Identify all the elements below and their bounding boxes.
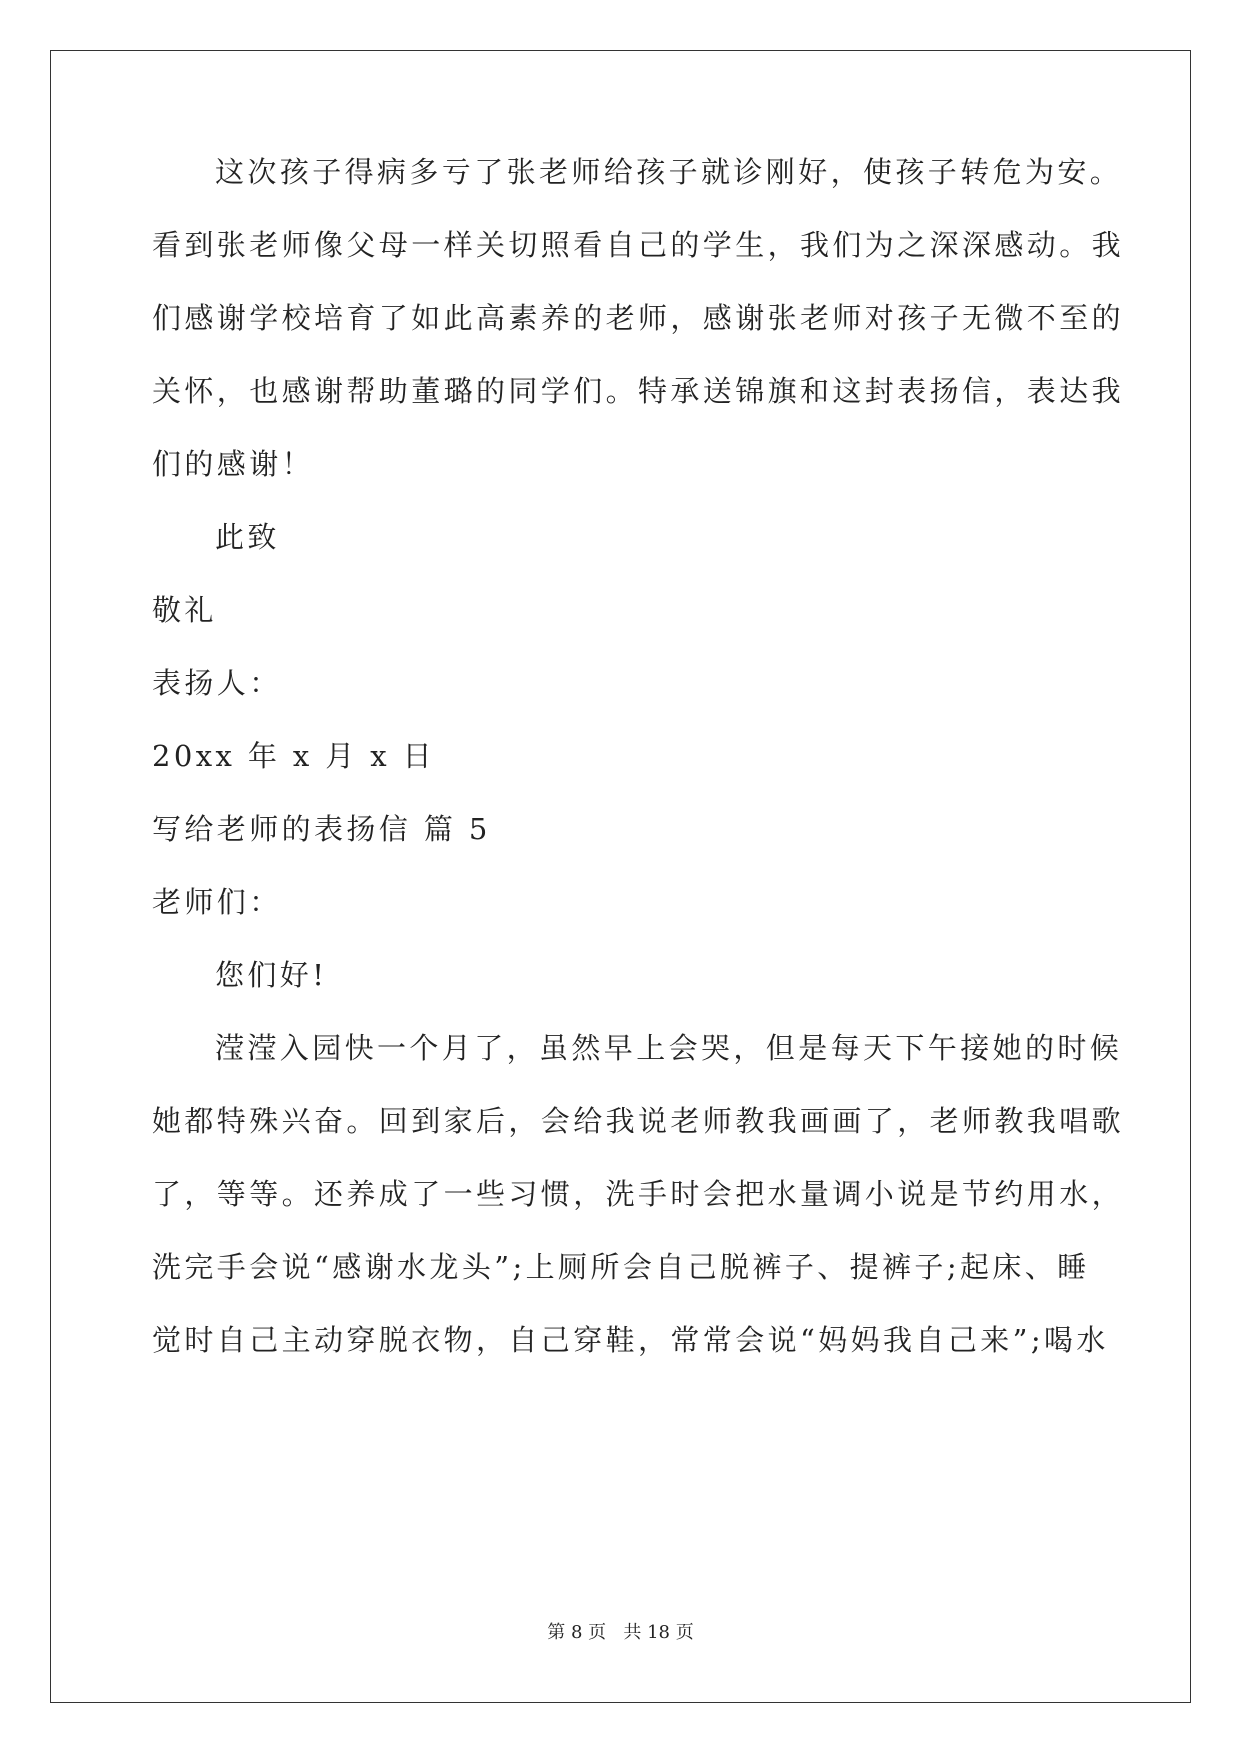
salutation-line: 此致 [215, 520, 280, 554]
greeting-line: 您们好! [215, 958, 328, 992]
paragraph-line: 看到张老师像父母一样关切照看自己的学生，我们为之深深感动。我 [152, 228, 1125, 262]
greeting-line: 老师们： [152, 885, 282, 919]
section-title: 写给老师的表扬信 篇 5 [152, 812, 491, 846]
paragraph-line: 她都特殊兴奋。回到家后，会给我说老师教我画画了，老师教我唱歌 [152, 1104, 1125, 1138]
paragraph-line: 们感谢学校培育了如此高素养的老师，感谢张老师对孩子无微不至的 [152, 301, 1125, 335]
paragraph-line: 们的感谢！ [152, 447, 315, 481]
signature-label: 表扬人： [152, 666, 282, 700]
paragraph-line: 这次孩子得病多亏了张老师给孩子就诊刚好，使孩子转危为安。 [215, 155, 1123, 189]
salutation-line: 敬礼 [152, 593, 217, 627]
paragraph-line: 了，等等。还养成了一些习惯，洗手时会把水量调小说是节约用水， [152, 1177, 1125, 1211]
paragraph-line: 滢滢入园快一个月了，虽然早上会哭，但是每天下午接她的时候 [215, 1031, 1123, 1065]
paragraph-line: 洗完手会说“感谢水龙头”;上厕所会自己脱裤子、提裤子;起床、睡 [152, 1250, 1090, 1284]
paragraph-line: 觉时自己主动穿脱衣物，自己穿鞋，常常会说“妈妈我自己来”;喝水 [152, 1323, 1109, 1357]
page-number: 第 8 页 共 18 页 [547, 1622, 694, 1643]
paragraph-line: 关怀，也感谢帮助董璐的同学们。特承送锦旗和这封表扬信，表达我 [152, 374, 1125, 408]
date-line: 20xx 年 x 月 x 日 [152, 739, 436, 773]
